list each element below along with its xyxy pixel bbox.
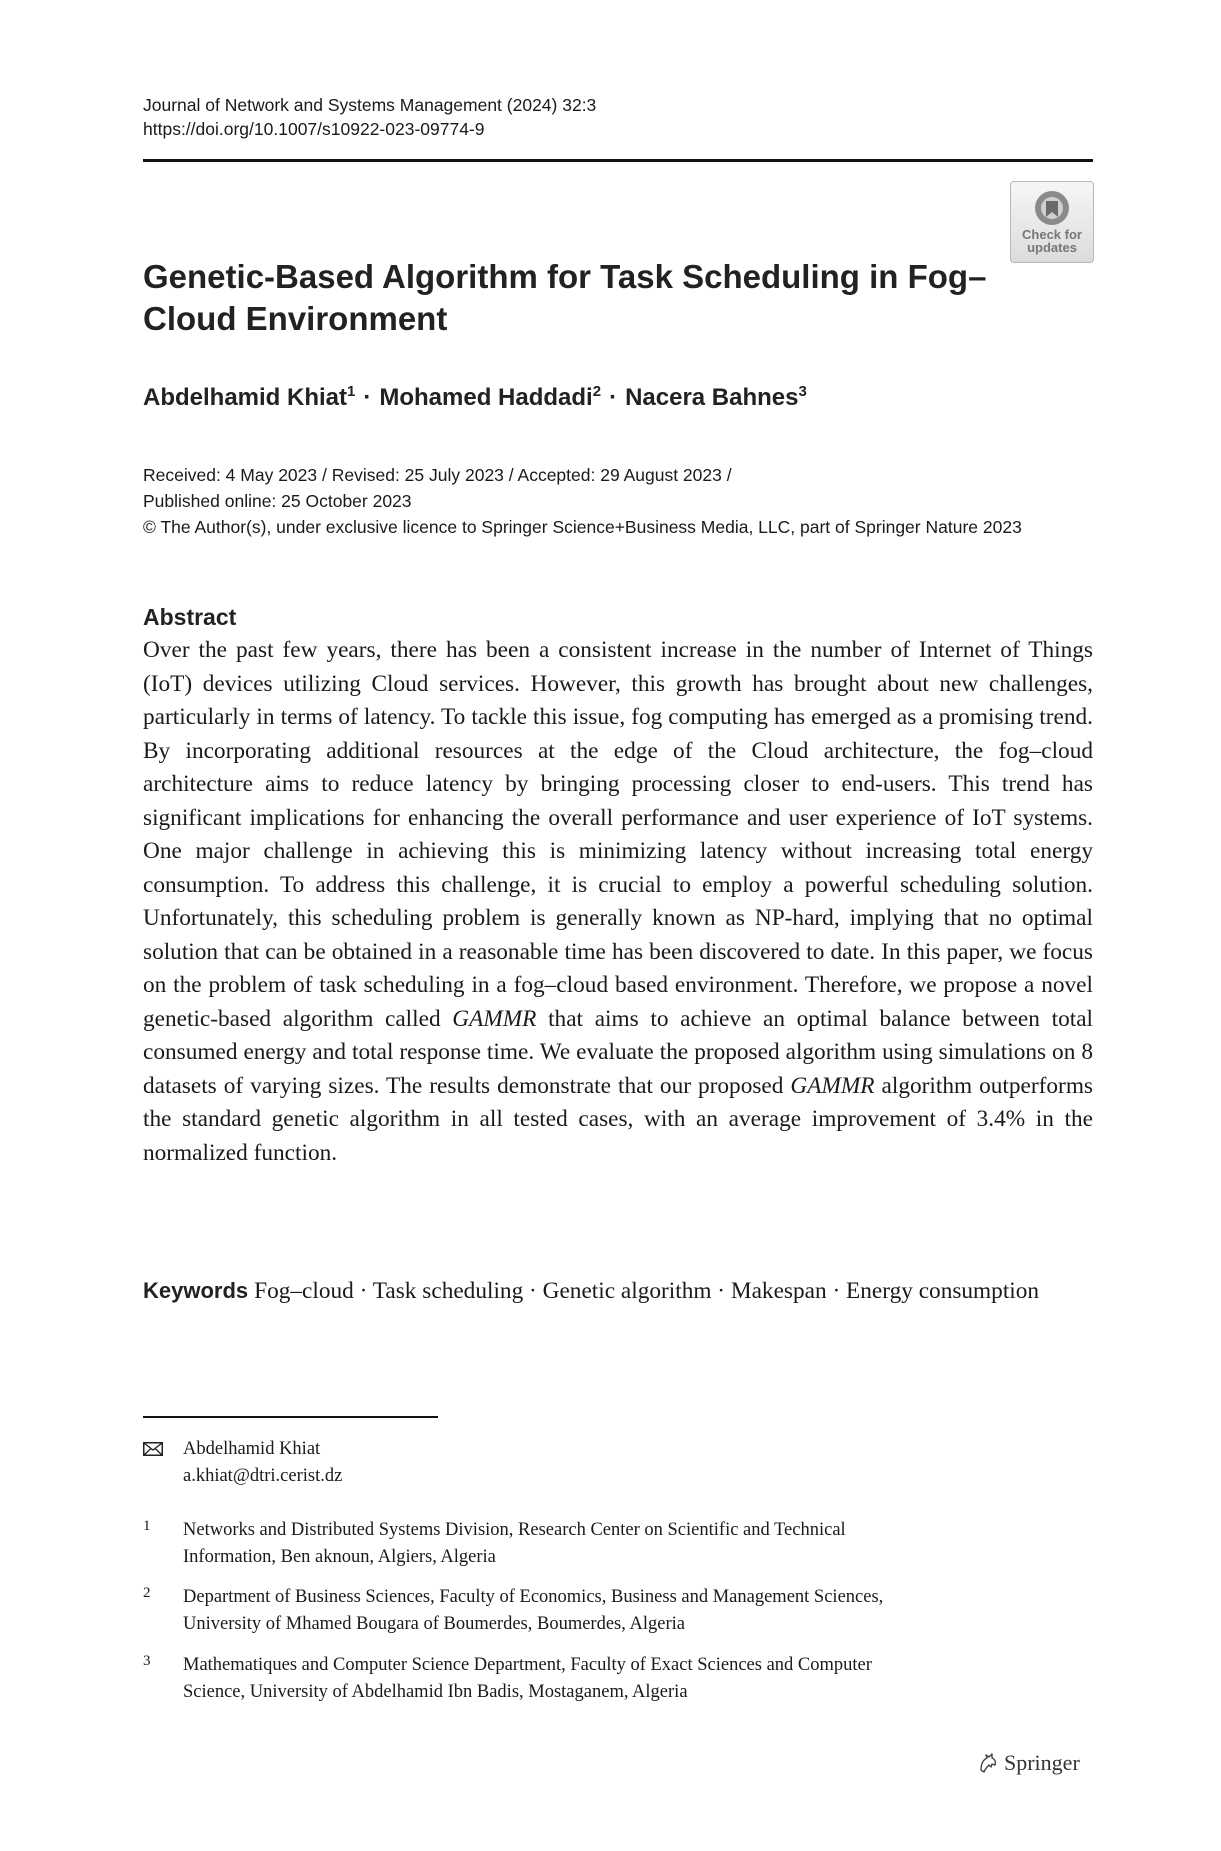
author-affiliation-mark: 3 — [798, 383, 807, 400]
affiliation-3 — [143, 1652, 1093, 1706]
affiliation-1 — [143, 1517, 1093, 1571]
author-list — [143, 383, 807, 412]
abstract-heading: Abstract — [143, 604, 237, 630]
abstract-text: algorithm outperforms the standard genetic algorithm in all tested cases, with an average improvement of 3.4% in the normalized function. — [143, 1072, 1094, 1166]
footnote-divider — [143, 1416, 438, 1418]
affiliation-line: Science, University of Abdelhamid Ibn Badis, Mostaganem, Algeria — [183, 1682, 688, 1702]
copyright-notice: © The Author(s), under exclusive licence to Springer Science+Business Media, LLC, part of Springer Nature 2023 — [143, 517, 1022, 537]
journal-header — [143, 93, 596, 141]
affiliation-number: 3 — [143, 1653, 151, 1669]
published-online: Published online: 25 October 2023 — [143, 491, 412, 511]
algorithm-name: GAMMR — [790, 1072, 875, 1099]
author-name[interactable]: Nacera Bahnes — [625, 384, 799, 411]
received-revised-accepted: Received: 4 May 2023 / Revised: 25 July 2023 / Accepted: 29 August 2023 / — [143, 465, 732, 485]
abstract-text: that aims to achieve an optimal balance between total consumed energy and total response time. We evaluate the proposed algorithm using simulations on 8 datasets of varying sizes. The results demonstrate that our proposed — [143, 1005, 1094, 1099]
keywords-label: Keywords — [143, 1278, 249, 1303]
header-divider — [143, 159, 1093, 162]
author-separator: · — [363, 384, 372, 411]
doi-link[interactable]: https://doi.org/10.1007/s10922-023-09774-9 — [143, 119, 485, 139]
springer-horse-icon — [976, 1750, 1000, 1774]
abstract-body — [143, 634, 1093, 1170]
corresponding-author-email[interactable]: a.khiat@dtri.cerist.dz — [183, 1466, 343, 1486]
check-for-updates-badge[interactable] — [1010, 181, 1094, 263]
journal-citation: Journal of Network and Systems Management (2024) 32:3 — [143, 95, 597, 115]
affiliation-line: Department of Business Sciences, Faculty of Economics, Business and Management Sciences, — [183, 1587, 884, 1607]
affiliation-line: University of Mhamed Bougara of Boumerdes, Boumerdes, Algeria — [183, 1614, 685, 1634]
affiliation-line: Mathematiques and Computer Science Department, Faculty of Exact Sciences and Computer — [183, 1655, 872, 1675]
keywords-list: Fog–cloud · Task scheduling · Genetic algorithm · Makespan · Energy consumption — [254, 1278, 1040, 1304]
abstract-text: Over the past few years, there has been a consistent increase in the number of Internet of Things (IoT) devices utilizing Cloud services. However, this growth has brought about new challenges, particularly in terms of latency. To tackle this issue, fog computing has emerged as a promising trend. By incorporating additional resources at the edge of the Cloud architecture, the fog–cloud architecture aims to reduce latency by bringing processing closer to end-users. This trend has significant implications for enhancing the overall performance and user experience of IoT systems. One major challenge in achieving this is minimizing latency without increasing total energy consumption. To address this challenge, it is crucial to employ a powerful scheduling solution. Unfortunately, this scheduling problem is generally known as NP-hard, implying that no optimal solution that can be obtained in a reasonable time has been discovered to date. In this paper, we focus on the problem of task scheduling in a fog–cloud based environment. Therefore, we propose a novel genetic-based algorithm called — [143, 637, 1093, 1032]
corresponding-author-name: Abdelhamid Khiat — [183, 1439, 321, 1459]
algorithm-name: GAMMR — [452, 1005, 537, 1032]
envelope-icon — [143, 1442, 163, 1456]
author-affiliation-mark: 2 — [592, 383, 602, 400]
author-name[interactable]: Mohamed Haddadi — [379, 384, 593, 411]
paper-title: Genetic-Based Algorithm for Task Scheduling in Fog–Cloud Environment — [143, 258, 987, 337]
affiliation-line: Networks and Distributed Systems Division, Research Center on Scientific and Technical — [183, 1520, 846, 1540]
publisher-name: Springer — [1004, 1750, 1080, 1775]
author-name[interactable]: Abdelhamid Khiat — [143, 384, 348, 411]
author-separator: · — [609, 384, 618, 411]
corresponding-author — [143, 1436, 342, 1490]
check-updates-icon — [1032, 188, 1072, 228]
author-affiliation-mark: 1 — [347, 383, 356, 400]
affiliation-2 — [143, 1584, 1093, 1638]
badge-line-1: Check for — [1022, 227, 1082, 242]
affiliation-line: Information, Ben aknoun, Algiers, Algeria — [183, 1547, 496, 1567]
publisher-logo — [976, 1750, 1080, 1776]
keywords-section — [143, 1274, 1093, 1309]
affiliation-number: 1 — [143, 1518, 151, 1534]
badge-line-2: updates — [1027, 240, 1077, 255]
publication-history — [143, 462, 1022, 540]
affiliation-number: 2 — [143, 1585, 151, 1601]
